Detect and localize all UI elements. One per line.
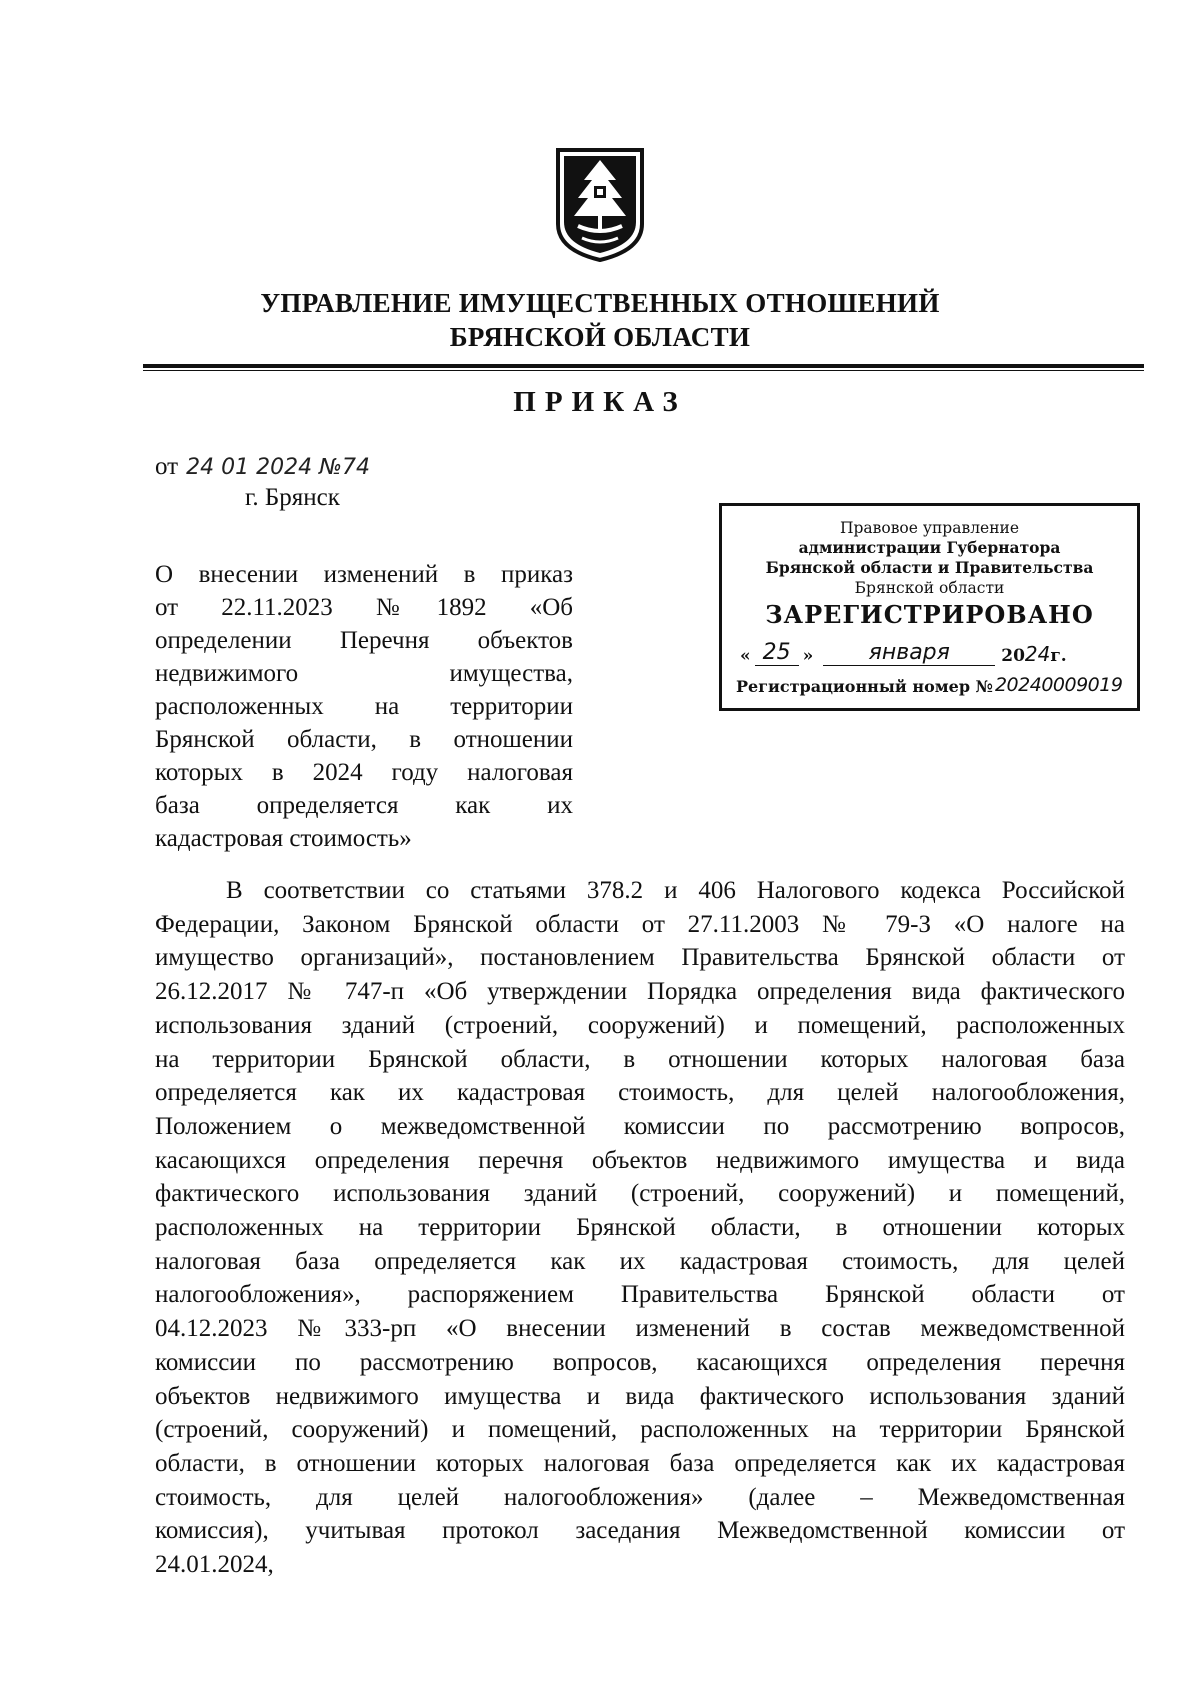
stamp-line: Брянской области и Правительства	[765, 558, 1094, 577]
stamp-line: администрации Губернатора	[798, 538, 1061, 557]
stamp-year-mark: г.	[1050, 646, 1067, 666]
stamp-registration-number	[736, 674, 1137, 696]
body-line: комиссии по рассмотрению вопросов, касающихся определения перечня	[155, 1348, 1125, 1376]
subject-line: недвижимого имущества,	[155, 660, 573, 687]
document-date-number	[155, 453, 370, 481]
stamp-registered-label: ЗАРЕГИСТРИРОВАНО	[765, 600, 1094, 629]
organization-name-line1: УПРАВЛЕНИЕ ИМУЩЕСТВЕННЫХ ОТНОШЕНИЙ	[260, 288, 940, 318]
stamp-line: Брянской области	[854, 579, 1005, 597]
body-line: 24.01.2024,	[155, 1551, 274, 1579]
body-line: касающихся определения перечня объектов недвижимого имущества и вида	[155, 1146, 1125, 1174]
subject-line: база определяется как их	[155, 792, 573, 819]
stamp-reg-label: Регистрационный номер №	[736, 677, 993, 696]
stamp-reg-number: 20240009019	[994, 674, 1123, 696]
subject-line: кадастровая стоимость»	[155, 825, 412, 852]
subject-line: О внесении изменений в приказ	[155, 561, 573, 588]
subject-line: которых в 2024 году налоговая	[155, 759, 573, 786]
organization-name-line2: БРЯНСКОЙ ОБЛАСТИ	[449, 322, 751, 352]
body-line: области, в отношении которых налоговая база определяется как их кадастровая	[155, 1449, 1125, 1477]
document-body	[155, 874, 1125, 1582]
body-line: комиссия), учитывая протокол заседания Межведомственной комиссии от	[155, 1517, 1125, 1545]
stamp-day: 25	[755, 640, 799, 666]
stamp-year-prefix: 20	[1001, 646, 1025, 666]
body-line: стоимость, для целей налогообложения» (далее – Межведомственная	[155, 1483, 1125, 1511]
body-line: расположенных на территории Брянской области, в отношении которых	[155, 1214, 1125, 1242]
body-line: Федерации, Законом Брянской области от 27.11.2003 № 79-З «О налоге на	[155, 910, 1125, 938]
stamp-quote-open: «	[740, 646, 751, 666]
body-line: на территории Брянской области, в отношении которых налоговая база	[155, 1045, 1125, 1073]
subject-line: Брянской области, в отношении	[155, 726, 573, 753]
coat-of-arms-emblem	[554, 146, 646, 264]
subject-line: от 22.11.2023 №1892 «Об	[155, 594, 573, 621]
body-line: 26.12.2017 № 747-п «Об утверждении Порядка определения вида фактического	[155, 978, 1125, 1006]
handwritten-date-number: 24 01 2024 №74	[186, 455, 370, 480]
registration-stamp	[719, 503, 1140, 711]
body-line: налогообложения», распоряжением Правительства Брянской области от	[155, 1281, 1125, 1309]
body-line: 04.12.2023 №333-рп «О внесении изменений в состав межведомственной	[155, 1315, 1125, 1343]
date-prefix: от	[155, 453, 179, 480]
body-line: Положением о межведомственной комиссии по рассмотрению вопросов,	[155, 1112, 1125, 1140]
document-city: г. Брянск	[245, 484, 340, 511]
body-line: налоговая база определяется как их кадастровая стоимость, для целей	[155, 1247, 1125, 1275]
body-line: (строений, сооружений) и помещений, расположенных на территории Брянской	[155, 1416, 1125, 1444]
subject-line: определении Перечня объектов	[155, 627, 573, 654]
stamp-month: января	[823, 640, 995, 666]
body-line: использования зданий (строений, сооружений) и помещений, расположенных	[155, 1011, 1125, 1039]
stamp-quote-close: »	[802, 646, 814, 666]
body-line: В соответствии со статьями 378.2 и 406 Налогового кодекса Российской	[226, 877, 1125, 904]
stamp-date	[736, 632, 1137, 666]
stamp-year-suffix: 24	[1024, 642, 1051, 666]
stamp-line: Правовое управление	[839, 519, 1020, 537]
header-rule-thick	[143, 364, 1144, 368]
body-line: определяется как их кадастровая стоимость, для целей налогообложения,	[155, 1079, 1125, 1107]
body-line: фактического использования зданий (строений, сооружений) и помещений,	[155, 1180, 1125, 1208]
body-line: имущество организаций», постановлением Правительства Брянской области от	[155, 944, 1125, 972]
subject-line: расположенных на территории	[155, 693, 573, 720]
document-subject	[155, 558, 573, 855]
body-line: объектов недвижимого имущества и вида фактического использования зданий	[155, 1382, 1125, 1410]
header-rule-thin	[143, 370, 1144, 371]
document-type-title: ПРИКАЗ	[513, 386, 687, 418]
